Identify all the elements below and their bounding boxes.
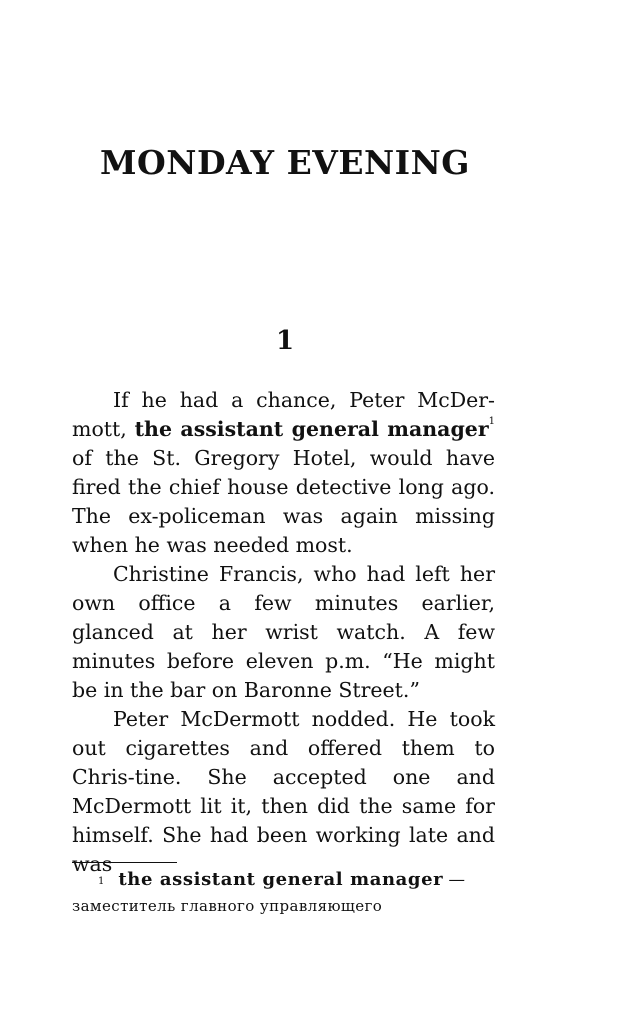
paragraph-1-text-after: of the St. Gregory Hotel, would have fired the chief house detective long ago. The ex-policeman was again missing when he was needed most. — [72, 446, 495, 557]
footnote-dash: — — [448, 870, 466, 889]
footnote — [72, 867, 495, 919]
paragraph-3: Peter McDermott nodded. He took out cigarettes and offered them to Chris-tine. She accepted one and McDermott lit it, then did the same for himself. She had been working late and was — [72, 707, 495, 876]
chapter-body — [72, 386, 495, 879]
footnote-divider — [72, 862, 177, 863]
footnote-reference: 1 — [488, 416, 495, 427]
footnote-term: the assistant general manager — [118, 869, 444, 890]
paragraph-1 — [72, 386, 495, 560]
footnote-translation: заместитель главного управляющего — [72, 897, 383, 915]
paragraph-1-text-before: If he had a chance, Peter McDer-mott, — [72, 388, 495, 441]
paragraph-2: Christine Francis, who had left her own office a few minutes earlier, glanced at her wrist watch. A few minutes before eleven p.m. “He might be in the bar on Baronne Street.” — [72, 562, 495, 702]
footnote-line-1 — [72, 867, 495, 893]
footnote-mark: 1 — [98, 876, 105, 887]
chapter-number: 1 — [275, 326, 295, 356]
chapter-title: MONDAY EVENING — [100, 143, 470, 182]
glossary-term: the assistant general manager — [134, 417, 489, 441]
